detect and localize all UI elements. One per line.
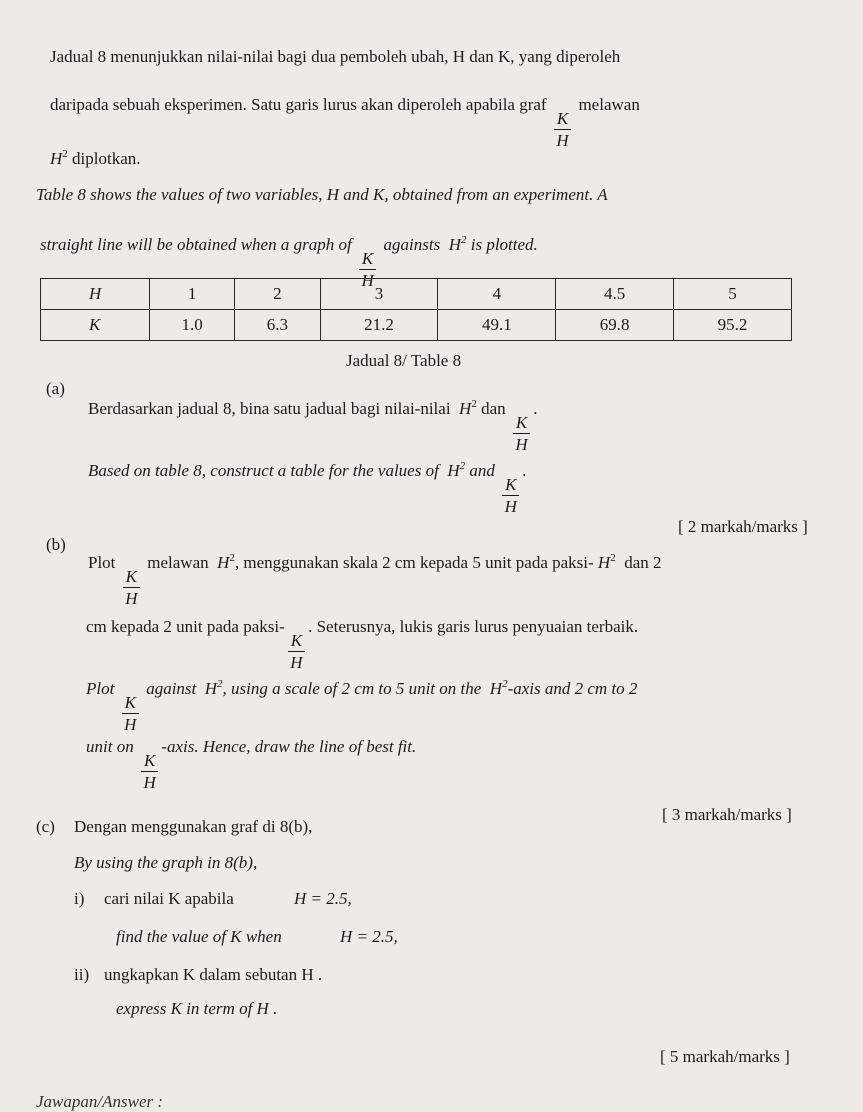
data-table xyxy=(40,278,792,341)
table-row xyxy=(41,279,792,310)
table-cell: 21.2 xyxy=(320,310,438,341)
intro-en-line1: Table 8 shows the values of two variables, H and K, obtained from an experiment. A xyxy=(36,185,608,204)
table-cell: 5 xyxy=(674,279,792,310)
fraction-k-over-h: $\frac{K}{H}$ xyxy=(141,752,158,791)
table-header-h: H xyxy=(41,279,150,310)
fraction-k-over-h: $\frac{K}{H}$ xyxy=(554,110,571,149)
answer-footer: Jawapan/Answer : xyxy=(36,1092,164,1111)
part-c-i-label: i) xyxy=(74,889,85,908)
part-b-en-line2: unit on $\frac{K}{H}$ -axis. Hence, draw the line of best fit. xyxy=(86,737,417,792)
fraction-k-over-h: $\frac{K}{H}$ xyxy=(502,476,519,515)
part-c-ii-ms: ungkapkan K dalam sebutan H . xyxy=(104,965,323,984)
intro-en-line2: straight line will be obtained when a graph of $\frac{K}{H}$ againsts $H^2$ is plotted. xyxy=(40,234,538,290)
part-b-ms-line2: cm kepada 2 unit pada paksi- $\frac{K}{H}$ . Seterusnya, lukis garis lurus penyuaian terbaik. xyxy=(86,617,639,672)
part-a-ms: Berdasarkan jadual 8, bina satu jadual bagi nilai-nilai $H^2$ dan $\frac{K}{H}$ . xyxy=(88,398,538,454)
part-c-i-ms: cari nilai K apabila xyxy=(104,889,234,908)
part-c-en: By using the graph in 8(b), xyxy=(74,853,258,872)
table-cell: 2 xyxy=(235,279,320,310)
part-b-marks: [ 3 markah/marks ] xyxy=(662,805,792,824)
part-a-en: Based on table 8, construct a table for the values of $H^2$ and $\frac{K}{H}$ . xyxy=(88,460,527,516)
table-cell: 1 xyxy=(150,279,235,310)
part-c-label: (c) xyxy=(36,817,55,836)
table-row xyxy=(41,310,792,341)
part-c-i-eq-en: H = 2.5, xyxy=(340,927,398,946)
table-cell: 69.8 xyxy=(556,310,674,341)
intro-ms-line3: $H^2$ diplotkan. xyxy=(50,148,141,168)
part-c-ms: Dengan menggunakan graf di 8(b), xyxy=(74,817,313,836)
intro-ms-line2-b: melawan xyxy=(578,95,640,114)
table-cell: 1.0 xyxy=(150,310,235,341)
fraction-k-over-h: $\frac{K}{H}$ xyxy=(513,414,530,453)
part-c-ii-en: express K in term of H . xyxy=(116,999,278,1018)
part-c-ii-label: ii) xyxy=(74,965,90,984)
part-c-marks: [ 5 markah/marks ] xyxy=(660,1047,790,1066)
table-cell: 4.5 xyxy=(556,279,674,310)
fraction-k-over-h: $\frac{K}{H}$ xyxy=(122,694,139,733)
part-a-marks: [ 2 markah/marks ] xyxy=(678,517,808,536)
intro-ms-line2-a: daripada sebuah eksperimen. Satu garis lurus akan diperoleh apabila graf xyxy=(50,95,547,114)
intro-ms-line1: Jadual 8 menunjukkan nilai-nilai bagi dua pemboleh ubah, H dan K, yang diperoleh xyxy=(50,47,621,66)
fraction-k-over-h: $\frac{K}{H}$ xyxy=(288,632,305,671)
part-c-i-en: find the value of K when xyxy=(116,927,282,946)
table-cell: 6.3 xyxy=(235,310,320,341)
fraction-k-over-h: $\frac{K}{H}$ xyxy=(123,568,140,607)
intro-ms-line3-b: diplotkan. xyxy=(72,149,141,168)
intro-ms-line2 xyxy=(50,96,640,149)
table-header-k: K xyxy=(41,310,150,341)
part-b-en-line1: Plot $\frac{K}{H}$ against $H^2$, using a scale of 2 cm to 5 unit on the $H^2$-axis and 2 cm to 2 xyxy=(86,678,638,734)
fraction-k-over-h: $\frac{K}{H}$ xyxy=(359,250,376,289)
part-a-label: (a) xyxy=(46,379,65,398)
table-cell: 3 xyxy=(320,279,438,310)
table-cell: 4 xyxy=(438,279,556,310)
part-b-ms-line1: Plot $\frac{K}{H}$ melawan $H^2$, menggunakan skala 2 cm kepada 5 unit pada paksi- $H^2$ dan 2 xyxy=(88,552,662,608)
part-b-label: (b) xyxy=(46,535,66,554)
table-cell: 49.1 xyxy=(438,310,556,341)
part-c-i-eq: H = 2.5, xyxy=(294,889,352,908)
table-caption: Jadual 8/ Table 8 xyxy=(346,351,462,370)
table-cell: 95.2 xyxy=(674,310,792,341)
